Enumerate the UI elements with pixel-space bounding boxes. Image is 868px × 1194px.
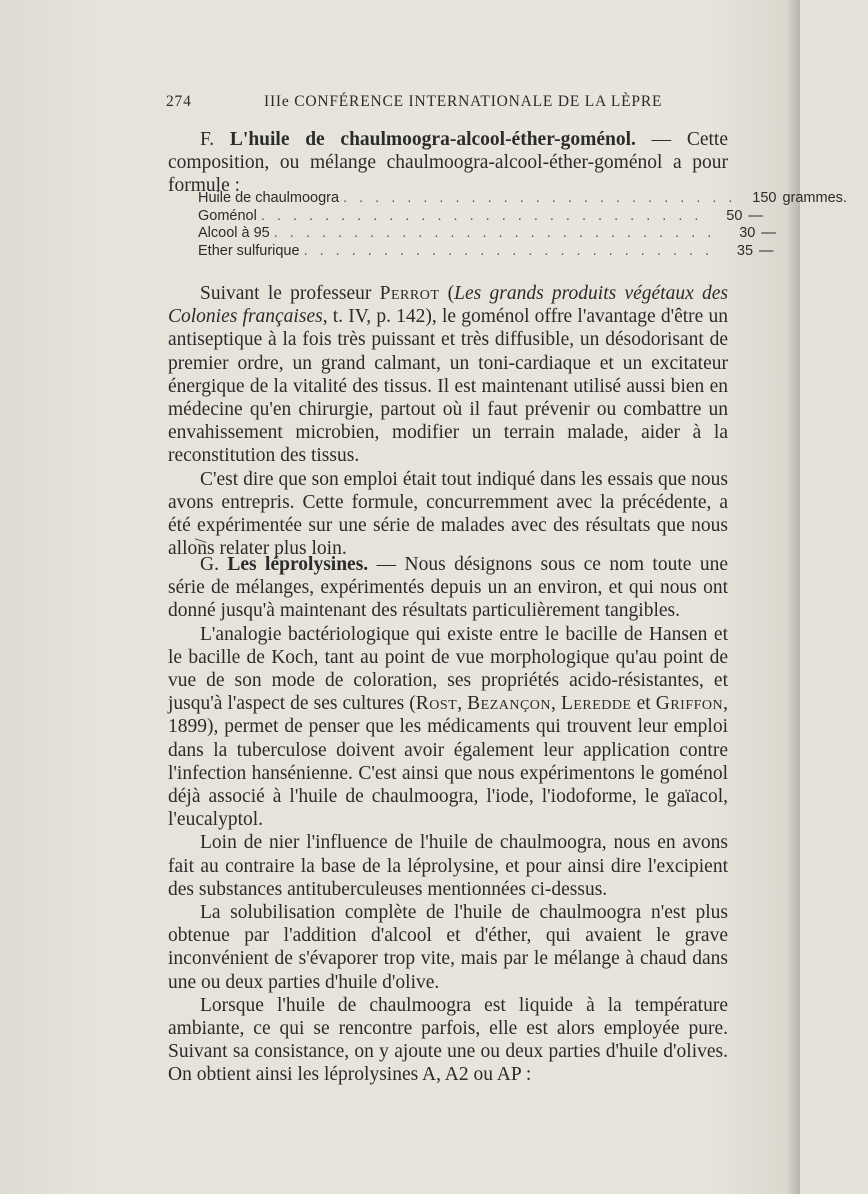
- paragraph-influence: Loin de nier l'influence de l'huile de chaulmoogra, nous en avons fait au contraire la base de la léprolysine, et pour ainsi dire l'excipient des substances antituberculeuses mentionnées ci-dessus.: [168, 832, 728, 900]
- section-f-paragraph: [168, 128, 728, 198]
- formula-ingredient: Goménol: [198, 207, 257, 224]
- cited-work-title: Les grands produits végétaux des Colonies françaises: [168, 283, 728, 328]
- section-f-letter: F.: [200, 129, 215, 150]
- author-rost: Rost: [415, 693, 458, 715]
- formula-amount: 50: [726, 207, 743, 224]
- paragraph-goménol: Suivant le professeur Perrot (Les grands produits végétaux des Colonies françaises, t. IV, p. 142), le goménol offre l'avantage d'être un antiseptique à la fois très puissant et très diffusible, un désodorisant de premier ordre, un grand calmant, un toni-cardiaque et un excitateur énergique de la vitalité des tissus. Il est maintenant utilisé aussi bien en médecine qu'en chirurgie, partout où il faut prévenir ou combattre un envahissement microbien, modifier un terrain malade, aider à la reconstitution des tissus.: [168, 283, 728, 467]
- paragraph-emploi: C'est dire que son emploi était tout indiqué dans les essais que nous avons entrepris. Cette formule, concurremment avec la précédente, a été expérimentée sur une série de malades avec des résultats que nous allons relater plus loin.: [168, 468, 728, 560]
- section-g-text: — Nous désignons sous ce nom toute une série de mélanges, expérimentés depuis un an environ, et qui nous ont donné jusqu'à maintenant des résultats particulièrement tangibles.: [168, 554, 728, 622]
- author-bezancon: Bezançon: [467, 693, 552, 715]
- body-text-1: [168, 282, 728, 560]
- author-griffon: Griffon: [655, 693, 724, 715]
- body-text-2: [168, 553, 728, 1087]
- formula-unit: —: [748, 207, 763, 224]
- formula-row: Huile de chaulmoogra . . . . . . . . . . . . . . . . . . . . . . . . . 150 grammes.: [198, 190, 698, 208]
- page-edge-shadow: [788, 0, 800, 1194]
- page-number: 274: [166, 93, 192, 110]
- formula-row: Goménol . . . . . . . . . . . . . . . . . . . . . . . . . . . . 50 —: [198, 208, 698, 226]
- section-g-letter: G.: [200, 554, 219, 575]
- formula-unit: grammes.: [782, 190, 847, 206]
- author-perrot: Perrot: [379, 283, 440, 304]
- formula-amount: 150: [752, 190, 777, 206]
- section-f-intro: [168, 128, 728, 198]
- formula-unit: —: [759, 242, 774, 259]
- section-f-title: L'huile de chaulmoogra-alcool-éther-goménol.: [229, 129, 636, 150]
- formula-row: Alcool à 95 . . . . . . . . . . . . . . . . . . . . . . . . . . . . 30 —: [198, 225, 698, 243]
- formula-ingredient: Ether sulfurique: [198, 242, 300, 259]
- formula-ingredient: Huile de chaulmoogra: [198, 190, 340, 206]
- section-g-paragraph: [168, 553, 728, 623]
- formula-ingredient: Alcool à 95: [198, 225, 270, 241]
- running-title: IIIe CONFÉRENCE INTERNATIONALE DE LA LÈPRE: [264, 93, 663, 110]
- formula-amount: 30: [739, 225, 756, 241]
- formula-row: Ether sulfurique . . . . . . . . . . . . . . . . . . . . . . . . . . 35 —: [198, 243, 698, 261]
- paragraph-solubilisation: La solubilisation complète de l'huile de chaulmoogra n'est plus obtenue par l'addition d'alcool et d'éther, qui avaient le grave inconvénient de s'évaporer trop vite, mais par le mélange à chaud dans une ou deux parties d'huile d'olive.: [168, 902, 728, 993]
- paragraph-consistance: Lorsque l'huile de chaulmoogra est liquide à la température ambiante, ce qui se rencontre parfois, elle est alors employée pure. Suivant sa consistance, on y ajoute une ou deux parties d'huile d'olives. On obtient ainsi les léprolysines A, A2 ou AP :: [168, 994, 728, 1086]
- formula-table: [198, 190, 847, 260]
- author-leredde: Lereddе: [560, 693, 632, 715]
- paragraph-analogie: L'analogie bactériologique qui existe entre le bacille de Hansen et le bacille de Koch, tant au point de vue morphologique qu'au point de vue de son mode de coloration, ses propriétés acido-résistantes, et jusqu'à l'aspect de ses cultures (Rost, Bezançon, Lereddе et Griffon, 1899), permet de penser que les médicaments qui trouvent leur emploi dans la tuberculose doivent avoir également leur application contre l'infection hansénienne. C'est ainsi que nous expérimentons le goménol déjà associé à l'huile de chaulmoogra, l'iode, l'iodoforme, le gaïacol, l'eucalyptol.: [168, 623, 729, 831]
- section-f-text: — Cette composition, ou mélange chaulmoogra-alcool-éther-goménol a pour formule :: [168, 129, 728, 197]
- formula-amount: 35: [736, 242, 754, 259]
- formula-unit: —: [761, 225, 776, 241]
- section-g-title: Les léprolysines.: [227, 554, 369, 575]
